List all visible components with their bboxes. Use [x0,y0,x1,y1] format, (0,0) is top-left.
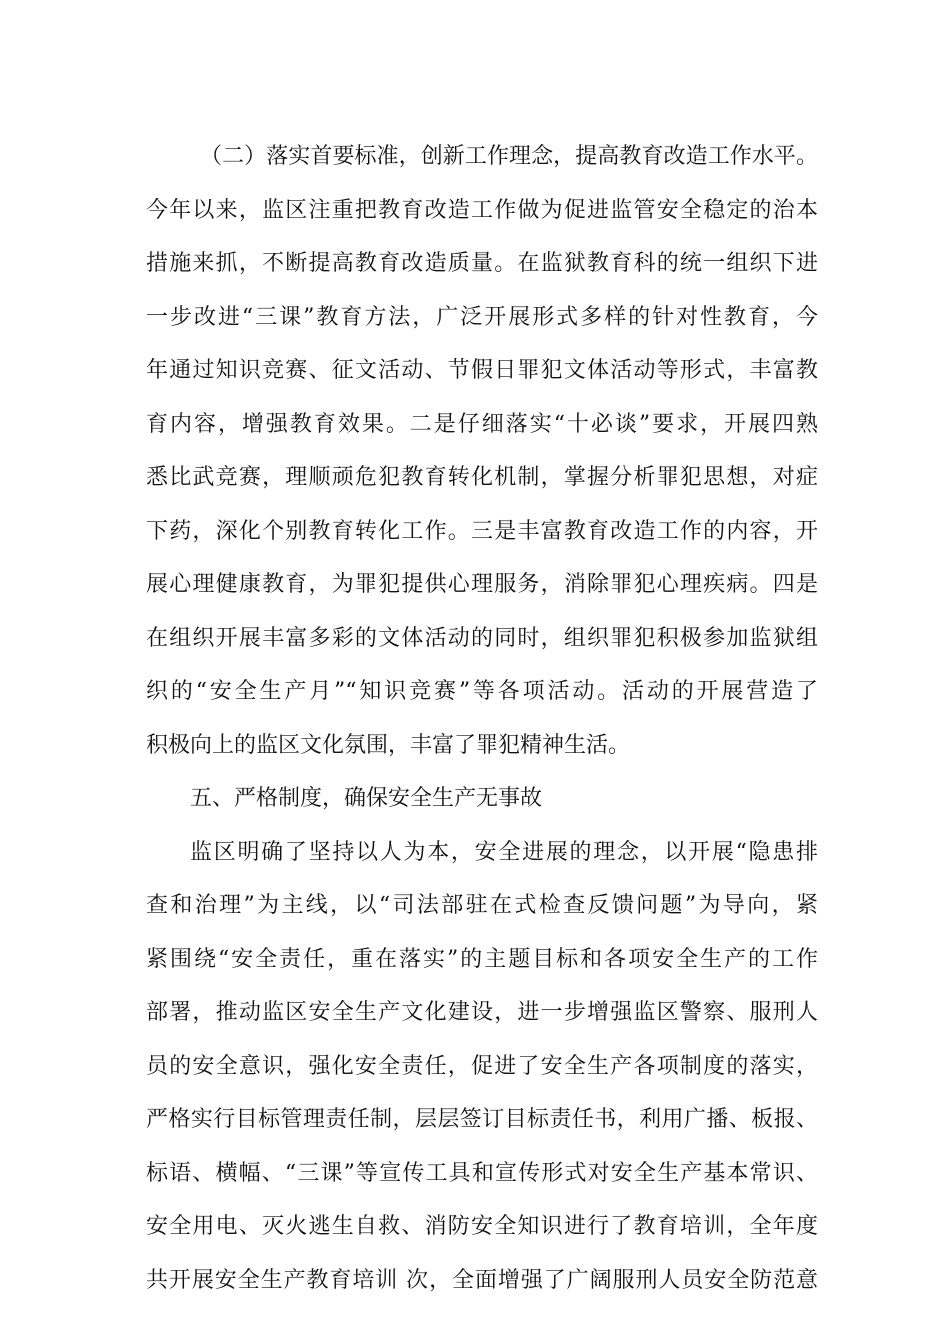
paragraph-line: 紧围绕“安全责任，重在落实”的主题目标和各项安全生产的工作 [146,946,818,972]
paragraph-line: 在组织开展丰富多彩的文体活动的同时，组织罪犯积极参加监狱组 [146,625,818,651]
paragraph-line: 严格实行目标管理责任制，层层签订目标责任书，利用广播、板报、 [146,1107,818,1132]
paragraph-line: 今年以来，监区注重把教育改造工作做为促进监管安全稳定的治本 [146,197,818,223]
paragraph-line: 部署，推动监区安全生产文化建设，进一步增强监区警察、服刑人 [146,1000,818,1025]
paragraph-line: 共开展安全生产教育培训 次，全面增强了广阔服刑人员安全防范意 [146,1267,818,1293]
paragraph-line-last: 积极向上的监区文化氛围，丰富了罪犯精神生活。 [146,732,631,758]
paragraph-line: 查和治理”为主线，以“司法部驻在式检查反馈问题”为导向，紧 [146,893,818,918]
paragraph-line: 员的安全意识，强化安全责任，促进了安全生产各项制度的落实， [146,1053,818,1079]
paragraph-line: 育内容，增强教育效果。二是仔细落实“十必谈”要求，开展四熟 [146,411,818,437]
section-heading-5: 五、严格制度，确保安全生产无事故 [190,786,543,811]
paragraph-line: 年通过知识竞赛、征文活动、节假日罪犯文体活动等形式，丰富教 [146,358,818,383]
paragraph-line: 下药，深化个别教育转化工作。三是丰富教育改造工作的内容，开 [146,518,818,544]
paragraph-line: 展心理健康教育，为罪犯提供心理服务，消除罪犯心理疾病。四是 [146,572,818,597]
paragraph-line: 标语、横幅、“三课”等宣传工具和宣传形式对安全生产基本常识、 [146,1160,818,1186]
paragraph-line: 悉比武竞赛，理顺顽危犯教育转化机制，掌握分析罪犯思想，对症 [146,465,818,490]
paragraph-line: 织的“安全生产月”“知识竞赛”等各项活动。活动的开展营造了 [146,679,818,704]
section-heading-2: （二）落实首要标准，创新工作理念，提高教育改造工作水平。 [200,144,818,169]
paragraph-line: 安全用电、灭火逃生自救、消防安全知识进行了教育培训，全年度 [146,1214,818,1239]
body-text [146,130,818,1307]
paragraph-line: 监区明确了坚持以人为本，安全进展的理念，以开展“隐患排 [190,839,818,865]
paragraph-line: 一步改进“三课”教育方法，广泛开展形式多样的针对性教育，今 [146,304,818,330]
paragraph-line: 措施来抓，不断提高教育改造质量。在监狱教育科的统一组织下进 [146,251,818,276]
